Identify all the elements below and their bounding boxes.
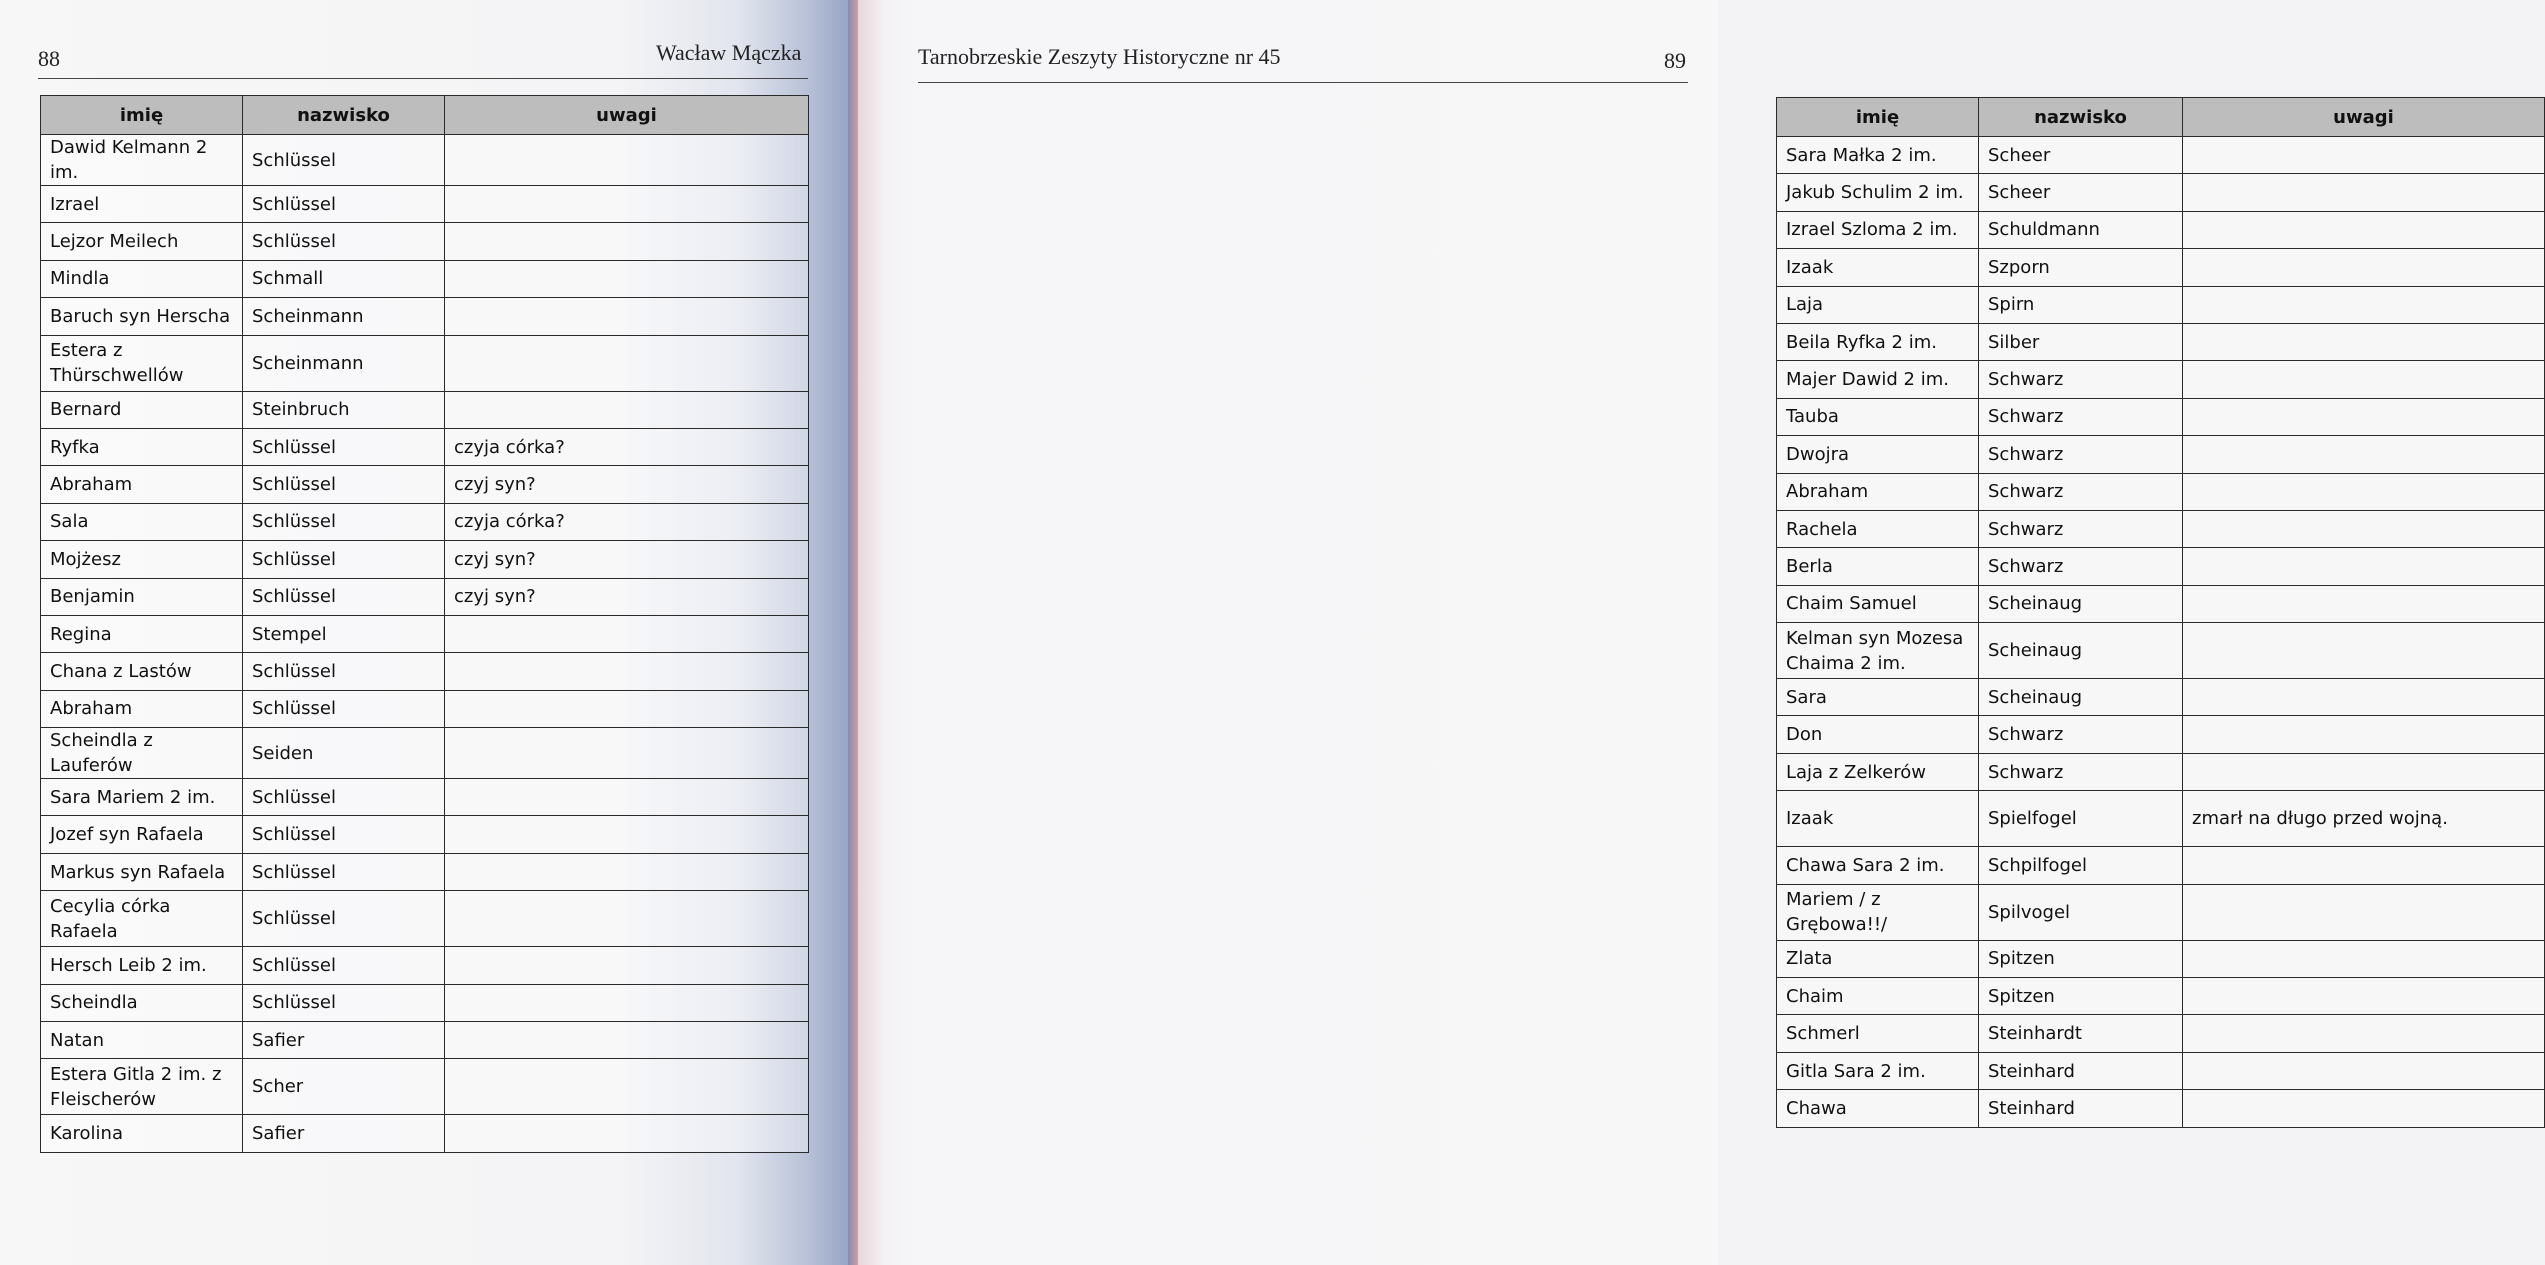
cell-imie: Hersch Leib 2 im. [41,947,243,984]
cell-uwagi [445,984,809,1021]
table-row [41,1022,809,1059]
table-row [1777,323,2545,360]
cell-uwagi [2183,940,2545,977]
table-row [41,947,809,984]
cell-imie: Karolina [41,1115,243,1152]
cell-imie: Gitla Sara 2 im. [1777,1052,1979,1089]
table-row [1777,548,2545,585]
cell-nazwisko: Schlüssel [243,690,445,727]
column-header-uwagi: uwagi [2183,98,2545,137]
cell-uwagi [445,186,809,223]
cell-nazwisko: Schlüssel [243,186,445,223]
cell-nazwisko: Schwarz [1979,398,2183,435]
cell-uwagi [445,728,809,779]
cell-uwagi [2183,211,2545,248]
table-row [41,335,809,391]
cell-imie: Izaak [1777,249,1979,286]
names-table [40,95,809,1153]
table-row [41,466,809,503]
table-row [41,891,809,947]
cell-uwagi: czyja córka? [445,503,809,540]
cell-imie: Mariem / z Grębowa!!/ [1777,884,1979,940]
cell-imie: Mindla [41,260,243,297]
running-head: Wacław Mączka [656,40,802,65]
cell-uwagi [2183,623,2545,679]
cell-uwagi [2183,249,2545,286]
table-row [1777,940,2545,977]
cell-nazwisko: Spilvogel [1979,884,2183,940]
cell-imie: Abraham [41,466,243,503]
cell-imie: Benjamin [41,578,243,615]
cell-nazwisko: Scheer [1979,137,2183,174]
cell-nazwisko: Steinhard [1979,1090,2183,1127]
cell-uwagi [2183,361,2545,398]
cell-nazwisko: Szporn [1979,249,2183,286]
cell-uwagi [2183,1090,2545,1127]
header-rule [918,82,1688,83]
column-header-imie: imię [41,96,243,135]
cell-uwagi: czyj syn? [445,541,809,578]
cell-nazwisko: Scher [243,1059,445,1115]
cell-imie: Izaak [1777,791,1979,847]
cell-nazwisko: Steinhardt [1979,1015,2183,1052]
cell-uwagi [2183,1052,2545,1089]
cell-uwagi [2183,174,2545,211]
left-page [0,0,858,1265]
cell-nazwisko: Safier [243,1022,445,1059]
cell-imie: Tauba [1777,398,1979,435]
cell-imie: Natan [41,1022,243,1059]
cell-imie: Don [1777,716,1979,753]
cell-uwagi [445,615,809,652]
table-header-row [1777,98,2545,137]
cell-uwagi [445,816,809,853]
table-row [41,615,809,652]
table-row [41,298,809,335]
table-row [1777,847,2545,884]
cell-uwagi [445,260,809,297]
table-row [1777,473,2545,510]
cell-nazwisko: Schwarz [1979,753,2183,790]
running-head: Tarnobrzeskie Zeszyty Historyczne nr 45 [918,44,1281,69]
cell-nazwisko: Schwarz [1979,548,2183,585]
cell-imie: Jakub Schulim 2 im. [1777,174,1979,211]
cell-imie: Chana z Lastów [41,653,243,690]
cell-imie: Sara Małka 2 im. [1777,137,1979,174]
cell-uwagi [2183,753,2545,790]
cell-imie: Scheindla [41,984,243,1021]
table-row [41,391,809,428]
table-row [1777,1052,2545,1089]
cell-imie: Rachela [1777,510,1979,547]
table-row [41,503,809,540]
cell-imie: Baruch syn Herscha [41,298,243,335]
cell-imie: Mojżesz [41,541,243,578]
cell-nazwisko: Steinbruch [243,391,445,428]
cell-uwagi [2183,473,2545,510]
table-row [41,135,809,186]
cell-imie: Markus syn Rafaela [41,853,243,890]
table-row [1777,623,2545,679]
cell-uwagi [445,135,809,186]
cell-uwagi: czyj syn? [445,466,809,503]
cell-nazwisko: Scheer [1979,174,2183,211]
cell-uwagi [2183,398,2545,435]
cell-imie: Chaim [1777,978,1979,1015]
cell-imie: Jozef syn Rafaela [41,816,243,853]
cell-imie: Estera z Thürschwellów [41,335,243,391]
table-row [1777,753,2545,790]
table-row [41,260,809,297]
table-row [41,186,809,223]
cell-imie: Berla [1777,548,1979,585]
names-table [1776,97,2545,1128]
cell-imie: Chaim Samuel [1777,585,1979,622]
cell-imie: Dawid Kelmann 2 im. [41,135,243,186]
cell-nazwisko: Schlüssel [243,779,445,816]
cell-imie: Zlata [1777,940,1979,977]
cell-nazwisko: Spielfogel [1979,791,2183,847]
cell-imie: Lejzor Meilech [41,223,243,260]
cell-uwagi [2183,884,2545,940]
cell-uwagi [445,891,809,947]
cell-uwagi [2183,679,2545,716]
cell-nazwisko: Schwarz [1979,436,2183,473]
cell-uwagi: czyja córka? [445,428,809,465]
cell-imie: Schmerl [1777,1015,1979,1052]
cell-nazwisko: Schlüssel [243,578,445,615]
cell-imie: Estera Gitla 2 im. z Fleischerów [41,1059,243,1115]
table-body [41,135,809,1153]
cell-uwagi [2183,323,2545,360]
cell-imie: Dwojra [1777,436,1979,473]
table-row [41,1115,809,1152]
page-number: 88 [38,46,60,71]
table-row [1777,398,2545,435]
column-header-imie: imię [1777,98,1979,137]
cell-nazwisko: Schlüssel [243,653,445,690]
header-rule [38,78,808,79]
table-row [1777,510,2545,547]
table-row [1777,1090,2545,1127]
cell-imie: Regina [41,615,243,652]
cell-uwagi [445,947,809,984]
cell-uwagi [445,1022,809,1059]
cell-uwagi [445,1115,809,1152]
cell-nazwisko: Schlüssel [243,503,445,540]
table-row [1777,884,2545,940]
cell-imie: Izrael [41,186,243,223]
cell-nazwisko: Schlüssel [243,984,445,1021]
table-row [41,428,809,465]
table-row [1777,679,2545,716]
cell-imie: Laja z Zelkerów [1777,753,1979,790]
table-row [1777,585,2545,622]
cell-nazwisko: Schlüssel [243,428,445,465]
cell-uwagi: czyj syn? [445,578,809,615]
cell-uwagi [445,391,809,428]
cell-imie: Izrael Szloma 2 im. [1777,211,1979,248]
table-row [1777,286,2545,323]
cell-imie: Chawa [1777,1090,1979,1127]
cell-nazwisko: Schlüssel [243,947,445,984]
cell-imie: Chawa Sara 2 im. [1777,847,1979,884]
cell-imie: Laja [1777,286,1979,323]
cell-nazwisko: Schlüssel [243,816,445,853]
cell-nazwisko: Schuldmann [1979,211,2183,248]
cell-uwagi [2183,716,2545,753]
cell-imie: Majer Dawid 2 im. [1777,361,1979,398]
table-row [41,223,809,260]
cell-uwagi [445,690,809,727]
cell-uwagi [445,653,809,690]
cell-uwagi [2183,1015,2545,1052]
table-row [41,984,809,1021]
cell-nazwisko: Scheinaug [1979,623,2183,679]
cell-nazwisko: Stempel [243,615,445,652]
table-row [41,578,809,615]
right-page [858,0,2448,1265]
cell-nazwisko: Safier [243,1115,445,1152]
table-body [1777,137,2545,1128]
cell-nazwisko: Seiden [243,728,445,779]
cell-uwagi [2183,978,2545,1015]
column-header-uwagi: uwagi [445,96,809,135]
cell-nazwisko: Spirn [1979,286,2183,323]
cell-nazwisko: Schpilfogel [1979,847,2183,884]
table-row [41,541,809,578]
cell-nazwisko: Steinhard [1979,1052,2183,1089]
cell-imie: Sara [1777,679,1979,716]
cell-nazwisko: Schwarz [1979,716,2183,753]
table-row [1777,1015,2545,1052]
table-row [1777,249,2545,286]
table-row [41,728,809,779]
table-row [41,779,809,816]
cell-imie: Cecylia córka Rafaela [41,891,243,947]
cell-imie: Sara Mariem 2 im. [41,779,243,816]
cell-imie: Sala [41,503,243,540]
table-row [41,816,809,853]
table-row [1777,436,2545,473]
cell-imie: Abraham [1777,473,1979,510]
cell-nazwisko: Schwarz [1979,473,2183,510]
cell-imie: Bernard [41,391,243,428]
cell-nazwisko: Silber [1979,323,2183,360]
cell-uwagi [2183,847,2545,884]
table-row [1777,137,2545,174]
cell-nazwisko: Schlüssel [243,541,445,578]
cell-uwagi [2183,585,2545,622]
cell-nazwisko: Scheinaug [1979,585,2183,622]
column-header-nazwisko: nazwisko [243,96,445,135]
cell-nazwisko: Spitzen [1979,940,2183,977]
cell-uwagi [2183,286,2545,323]
cell-nazwisko: Schlüssel [243,853,445,890]
cell-nazwisko: Schwarz [1979,361,2183,398]
table-row [41,853,809,890]
table-row [41,653,809,690]
table-row [1777,211,2545,248]
cell-nazwisko: Schlüssel [243,223,445,260]
cell-uwagi [2183,548,2545,585]
cell-uwagi [2183,436,2545,473]
cell-nazwisko: Scheinmann [243,335,445,391]
cell-uwagi [2183,137,2545,174]
cell-nazwisko: Schlüssel [243,135,445,186]
cell-uwagi [445,853,809,890]
table-row [1777,791,2545,847]
table-row [1777,716,2545,753]
cell-uwagi [445,1059,809,1115]
cell-uwagi [445,223,809,260]
cell-nazwisko: Scheinaug [1979,679,2183,716]
column-header-nazwisko: nazwisko [1979,98,2183,137]
table-row [41,1059,809,1115]
page-number: 89 [1664,48,1686,73]
table-row [1777,978,2545,1015]
table-row [1777,174,2545,211]
cell-uwagi [445,779,809,816]
cell-nazwisko: Schmall [243,260,445,297]
cell-uwagi [445,298,809,335]
table-header-row [41,96,809,135]
cell-imie: Kelman syn Mozesa Chaima 2 im. [1777,623,1979,679]
cell-uwagi: zmarł na długo przed wojną. [2183,791,2545,847]
cell-imie: Ryfka [41,428,243,465]
table-row [1777,361,2545,398]
cell-nazwisko: Schlüssel [243,891,445,947]
cell-nazwisko: Schlüssel [243,466,445,503]
cell-imie: Beila Ryfka 2 im. [1777,323,1979,360]
cell-nazwisko: Scheinmann [243,298,445,335]
cell-nazwisko: Schwarz [1979,510,2183,547]
cell-uwagi [445,335,809,391]
cell-nazwisko: Spitzen [1979,978,2183,1015]
table-row [41,690,809,727]
cell-imie: Scheindla z Lauferów [41,728,243,779]
cell-imie: Abraham [41,690,243,727]
cell-uwagi [2183,510,2545,547]
